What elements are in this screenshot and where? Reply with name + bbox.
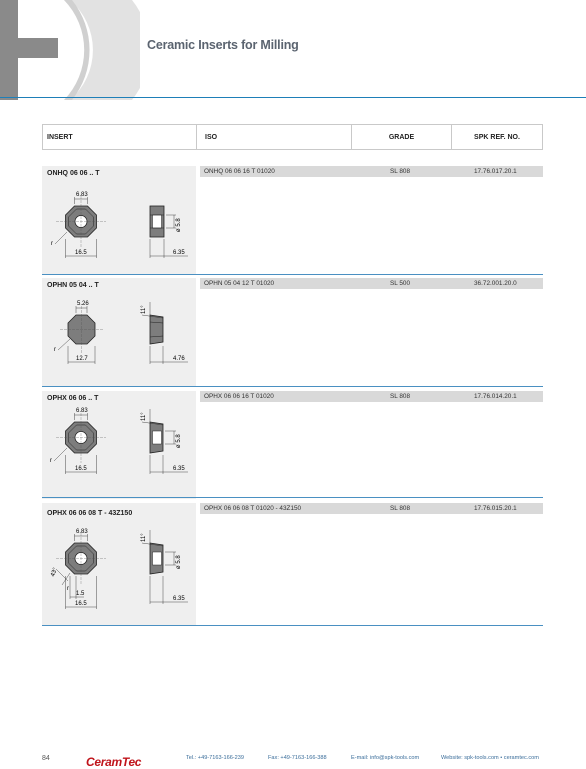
insert-drawing bbox=[42, 391, 196, 499]
dim-bottom: 16.5 bbox=[75, 601, 87, 607]
dim-top: 5.26 bbox=[77, 301, 89, 307]
table-header bbox=[42, 124, 543, 150]
dim-bottom: 16.5 bbox=[75, 250, 87, 256]
insert-drawing bbox=[42, 166, 196, 274]
dim-side-width: 4.76 bbox=[173, 356, 185, 362]
footer-fax: Fax: +49-7163-166-388 bbox=[268, 755, 327, 761]
dim-top: 6.83 bbox=[76, 408, 88, 414]
grade: SL 500 bbox=[390, 280, 411, 287]
iso-code: OPHX 06 06 16 T 01020 bbox=[204, 393, 274, 400]
dim-bottom: 16.5 bbox=[75, 466, 87, 472]
dim-chamfer-angle: 43° bbox=[50, 567, 59, 578]
dim-bottom: 12.7 bbox=[76, 356, 88, 362]
footer-tel: Tel.: +49-7163-166-239 bbox=[186, 755, 244, 761]
title-rule bbox=[0, 97, 586, 98]
dim-hole: ø 5.8 bbox=[176, 555, 182, 569]
footer-email[interactable]: E-mail: info@spk-tools.com bbox=[351, 755, 420, 761]
grade: SL 808 bbox=[390, 393, 411, 400]
dim-chamfer: 1.5 bbox=[76, 591, 85, 597]
col-iso: ISO bbox=[205, 133, 218, 141]
dim-radius: r bbox=[50, 458, 52, 464]
inserts-table bbox=[42, 124, 543, 607]
dim-top: 6.83 bbox=[76, 529, 88, 535]
ref-no: 17.76.017.20.1 bbox=[474, 168, 517, 175]
dim-hole: ø 5.8 bbox=[176, 218, 182, 232]
dim-side-width: 6.35 bbox=[173, 466, 185, 472]
iso-code: OPHN 05 04 12 T 01020 bbox=[204, 280, 275, 287]
table-row bbox=[42, 391, 543, 501]
row-bar bbox=[200, 166, 543, 177]
insert-drawing bbox=[42, 278, 196, 386]
dim-side-width: 6.35 bbox=[173, 596, 185, 602]
dim-angle: 11° bbox=[141, 533, 147, 542]
row-bar bbox=[200, 391, 543, 402]
ref-no: 36.72.001.20.0 bbox=[474, 280, 517, 287]
iso-code: OPHX 06 06 08 T 01020 - 43Z150 bbox=[204, 505, 302, 512]
dim-side-width: 6.35 bbox=[173, 250, 185, 256]
table-row bbox=[42, 503, 543, 628]
dim-top: 6.83 bbox=[76, 192, 88, 198]
dim-angle: 11° bbox=[141, 305, 147, 314]
page-number: 84 bbox=[42, 755, 50, 762]
dim-radius: r bbox=[51, 241, 53, 247]
row-bar bbox=[200, 278, 543, 289]
insert-drawing bbox=[42, 503, 196, 625]
col-insert: INSERT bbox=[43, 125, 197, 149]
insert-name: OPHX 06 06 08 T - 43Z150 bbox=[47, 510, 133, 517]
table-row bbox=[42, 278, 543, 388]
page-title: Ceramic Inserts for Milling bbox=[147, 38, 299, 52]
insert-name: OPHN 05 04 .. T bbox=[47, 282, 99, 289]
footer-website[interactable]: Website: spk-tools.com • ceramtec.com bbox=[441, 755, 539, 761]
ref-no: 17.76.015.20.1 bbox=[474, 505, 517, 512]
grade: SL 808 bbox=[390, 168, 411, 175]
ref-no: 17.76.014.20.1 bbox=[474, 393, 517, 400]
dim-radius: r bbox=[67, 586, 69, 592]
iso-code: ONHQ 06 06 16 T 01020 bbox=[204, 168, 275, 175]
dim-hole: ø 5.8 bbox=[176, 434, 182, 448]
table-row bbox=[42, 166, 543, 276]
brand-logo-mark bbox=[0, 0, 140, 100]
insert-name: ONHQ 06 06 .. T bbox=[47, 170, 100, 177]
insert-name: OPHX 06 06 .. T bbox=[47, 395, 99, 402]
ceramtec-logo: CeramTec bbox=[86, 755, 142, 769]
row-bar bbox=[200, 503, 543, 514]
grade: SL 808 bbox=[390, 505, 411, 512]
col-grade: GRADE bbox=[351, 125, 451, 149]
dim-radius: r bbox=[54, 347, 56, 353]
col-ref: SPK REF. NO. bbox=[451, 125, 542, 149]
dim-angle: 11° bbox=[141, 412, 147, 421]
